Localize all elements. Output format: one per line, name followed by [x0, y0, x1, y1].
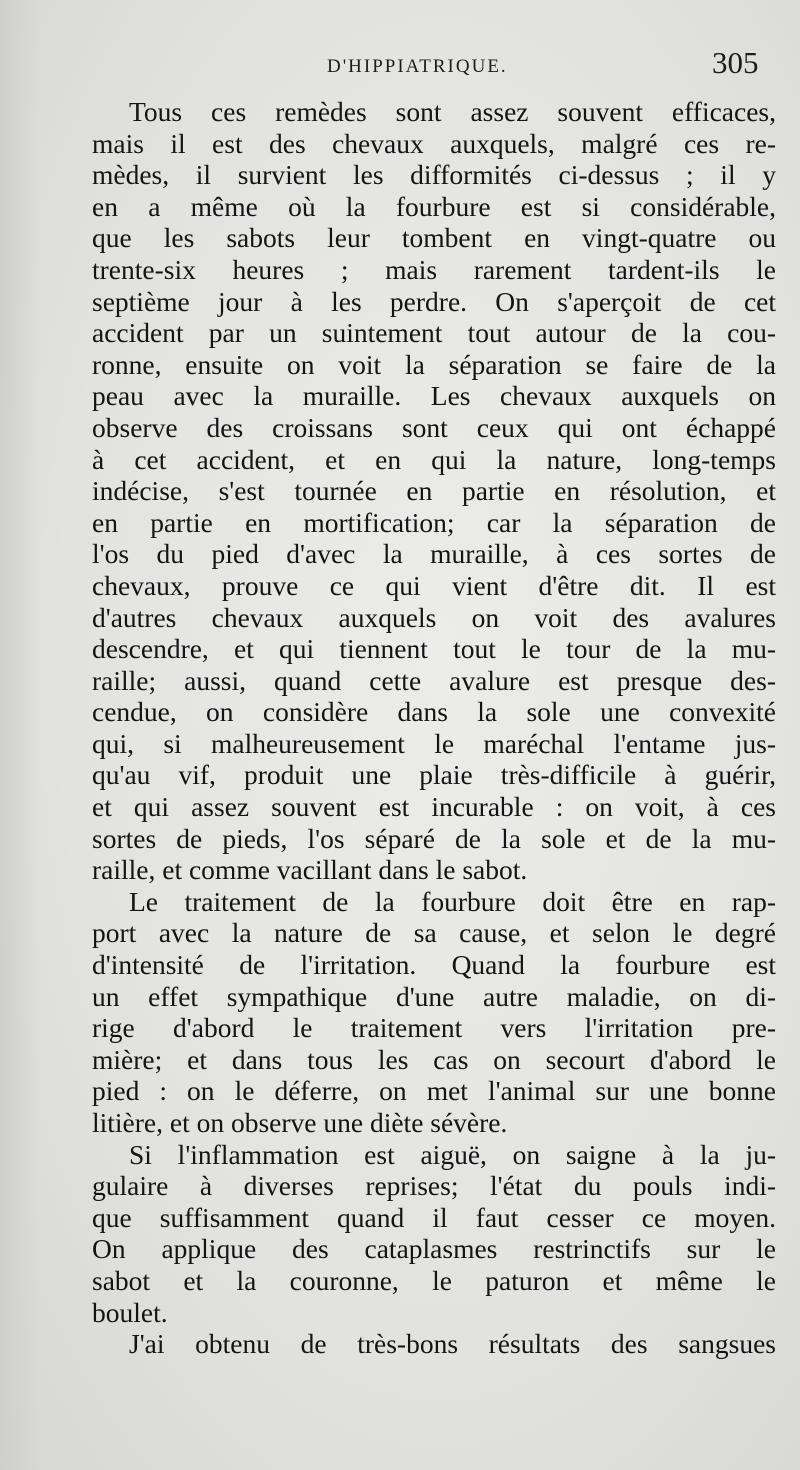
text-line: Tous ces remèdes sont assez souvent efficaces,	[129, 96, 776, 127]
text-line: Si l'inflammation est aiguë, on saigne à la ju-	[129, 1138, 776, 1170]
text-line: qu'au vif, produit une plaie très-difficile à guérir,	[92, 759, 776, 791]
text-line: raille, et comme vacillant dans le sabot.	[92, 854, 528, 886]
text-line: sabot et la couronne, le paturon et même le	[92, 1264, 776, 1296]
page-gutter-shadow	[0, 0, 40, 1470]
text-line: un effet sympathique d'une autre maladie, on di-	[92, 980, 776, 1012]
text-line: On applique des cataplasmes restrinctifs sur le	[92, 1233, 776, 1265]
text-line: cendue, on considère dans la sole une convexité	[92, 696, 776, 728]
text-line: d'autres chevaux auxquels on voit des avalures	[92, 601, 776, 633]
text-line: septième jour à les perdre. On s'aperçoit de cet	[92, 285, 776, 317]
text-line: litière, et on observe une diète sévère.	[92, 1107, 508, 1138]
page-number: 305	[712, 45, 759, 80]
text-line: port avec la nature de sa cause, et selon le degré	[92, 917, 776, 949]
text-line: en partie en mortification; car la séparation de	[92, 506, 776, 538]
text-line: en a même où la fourbure est si considérable,	[92, 190, 776, 222]
body-text	[92, 96, 776, 1360]
text-line: J'ai obtenu de très-bons résultats des sangsues	[129, 1328, 776, 1360]
text-line: Le traitement de la fourbure doit être en rap-	[129, 885, 776, 917]
text-line: trente-six heures ; mais rarement tardent-ils le	[92, 253, 776, 285]
text-line: mais il est des chevaux auxquels, malgré ces re-	[92, 127, 776, 159]
text-line: rige d'abord le traitement vers l'irritation pre-	[92, 1012, 776, 1044]
text-line: chevaux, prouve ce qui vient d'être dit. Il est	[92, 569, 776, 601]
text-line: descendre, et qui tiennent tout le tour de la mu-	[92, 633, 776, 665]
text-line: que les sabots leur tombent en vingt-quatre ou	[92, 222, 776, 254]
text-line: accident par un suintement tout autour de la cou-	[92, 317, 776, 349]
text-line: mière; et dans tous les cas on secourt d'abord le	[92, 1043, 776, 1075]
text-line: raille; aussi, quand cette avalure est presque des-	[92, 664, 776, 696]
text-line: l'os du pied d'avec la muraille, à ces sortes de	[92, 538, 776, 570]
text-line: à cet accident, et en qui la nature, long-temps	[92, 443, 776, 475]
text-line: gulaire à diverses reprises; l'état du pouls indi-	[92, 1170, 776, 1202]
text-line: sortes de pieds, l'os séparé de la sole et de la mu-	[92, 822, 776, 854]
text-line: qui, si malheureusement le maréchal l'entame jus-	[92, 727, 776, 759]
text-line: mèdes, il survient les difformités ci-dessus ; il y	[92, 159, 776, 191]
text-line: ronne, ensuite on voit la séparation se faire de la	[92, 348, 776, 380]
text-line: indécise, s'est tournée en partie en résolution, et	[92, 475, 776, 507]
text-line: boulet.	[92, 1296, 168, 1328]
text-line: pied : on le déferre, on met l'animal sur une bonne	[92, 1075, 776, 1107]
text-line: observe des croissans sont ceux qui ont échappé	[92, 411, 776, 443]
text-line: et qui assez souvent est incurable : on voit, à ces	[92, 791, 776, 823]
text-line: peau avec la muraille. Les chevaux auxquels on	[92, 380, 776, 412]
running-head: D'HIPPIATRIQUE.	[327, 56, 508, 77]
text-line: d'intensité de l'irritation. Quand la fourbure est	[92, 949, 776, 981]
text-line: que suffisamment quand il faut cesser ce moyen.	[92, 1201, 776, 1233]
